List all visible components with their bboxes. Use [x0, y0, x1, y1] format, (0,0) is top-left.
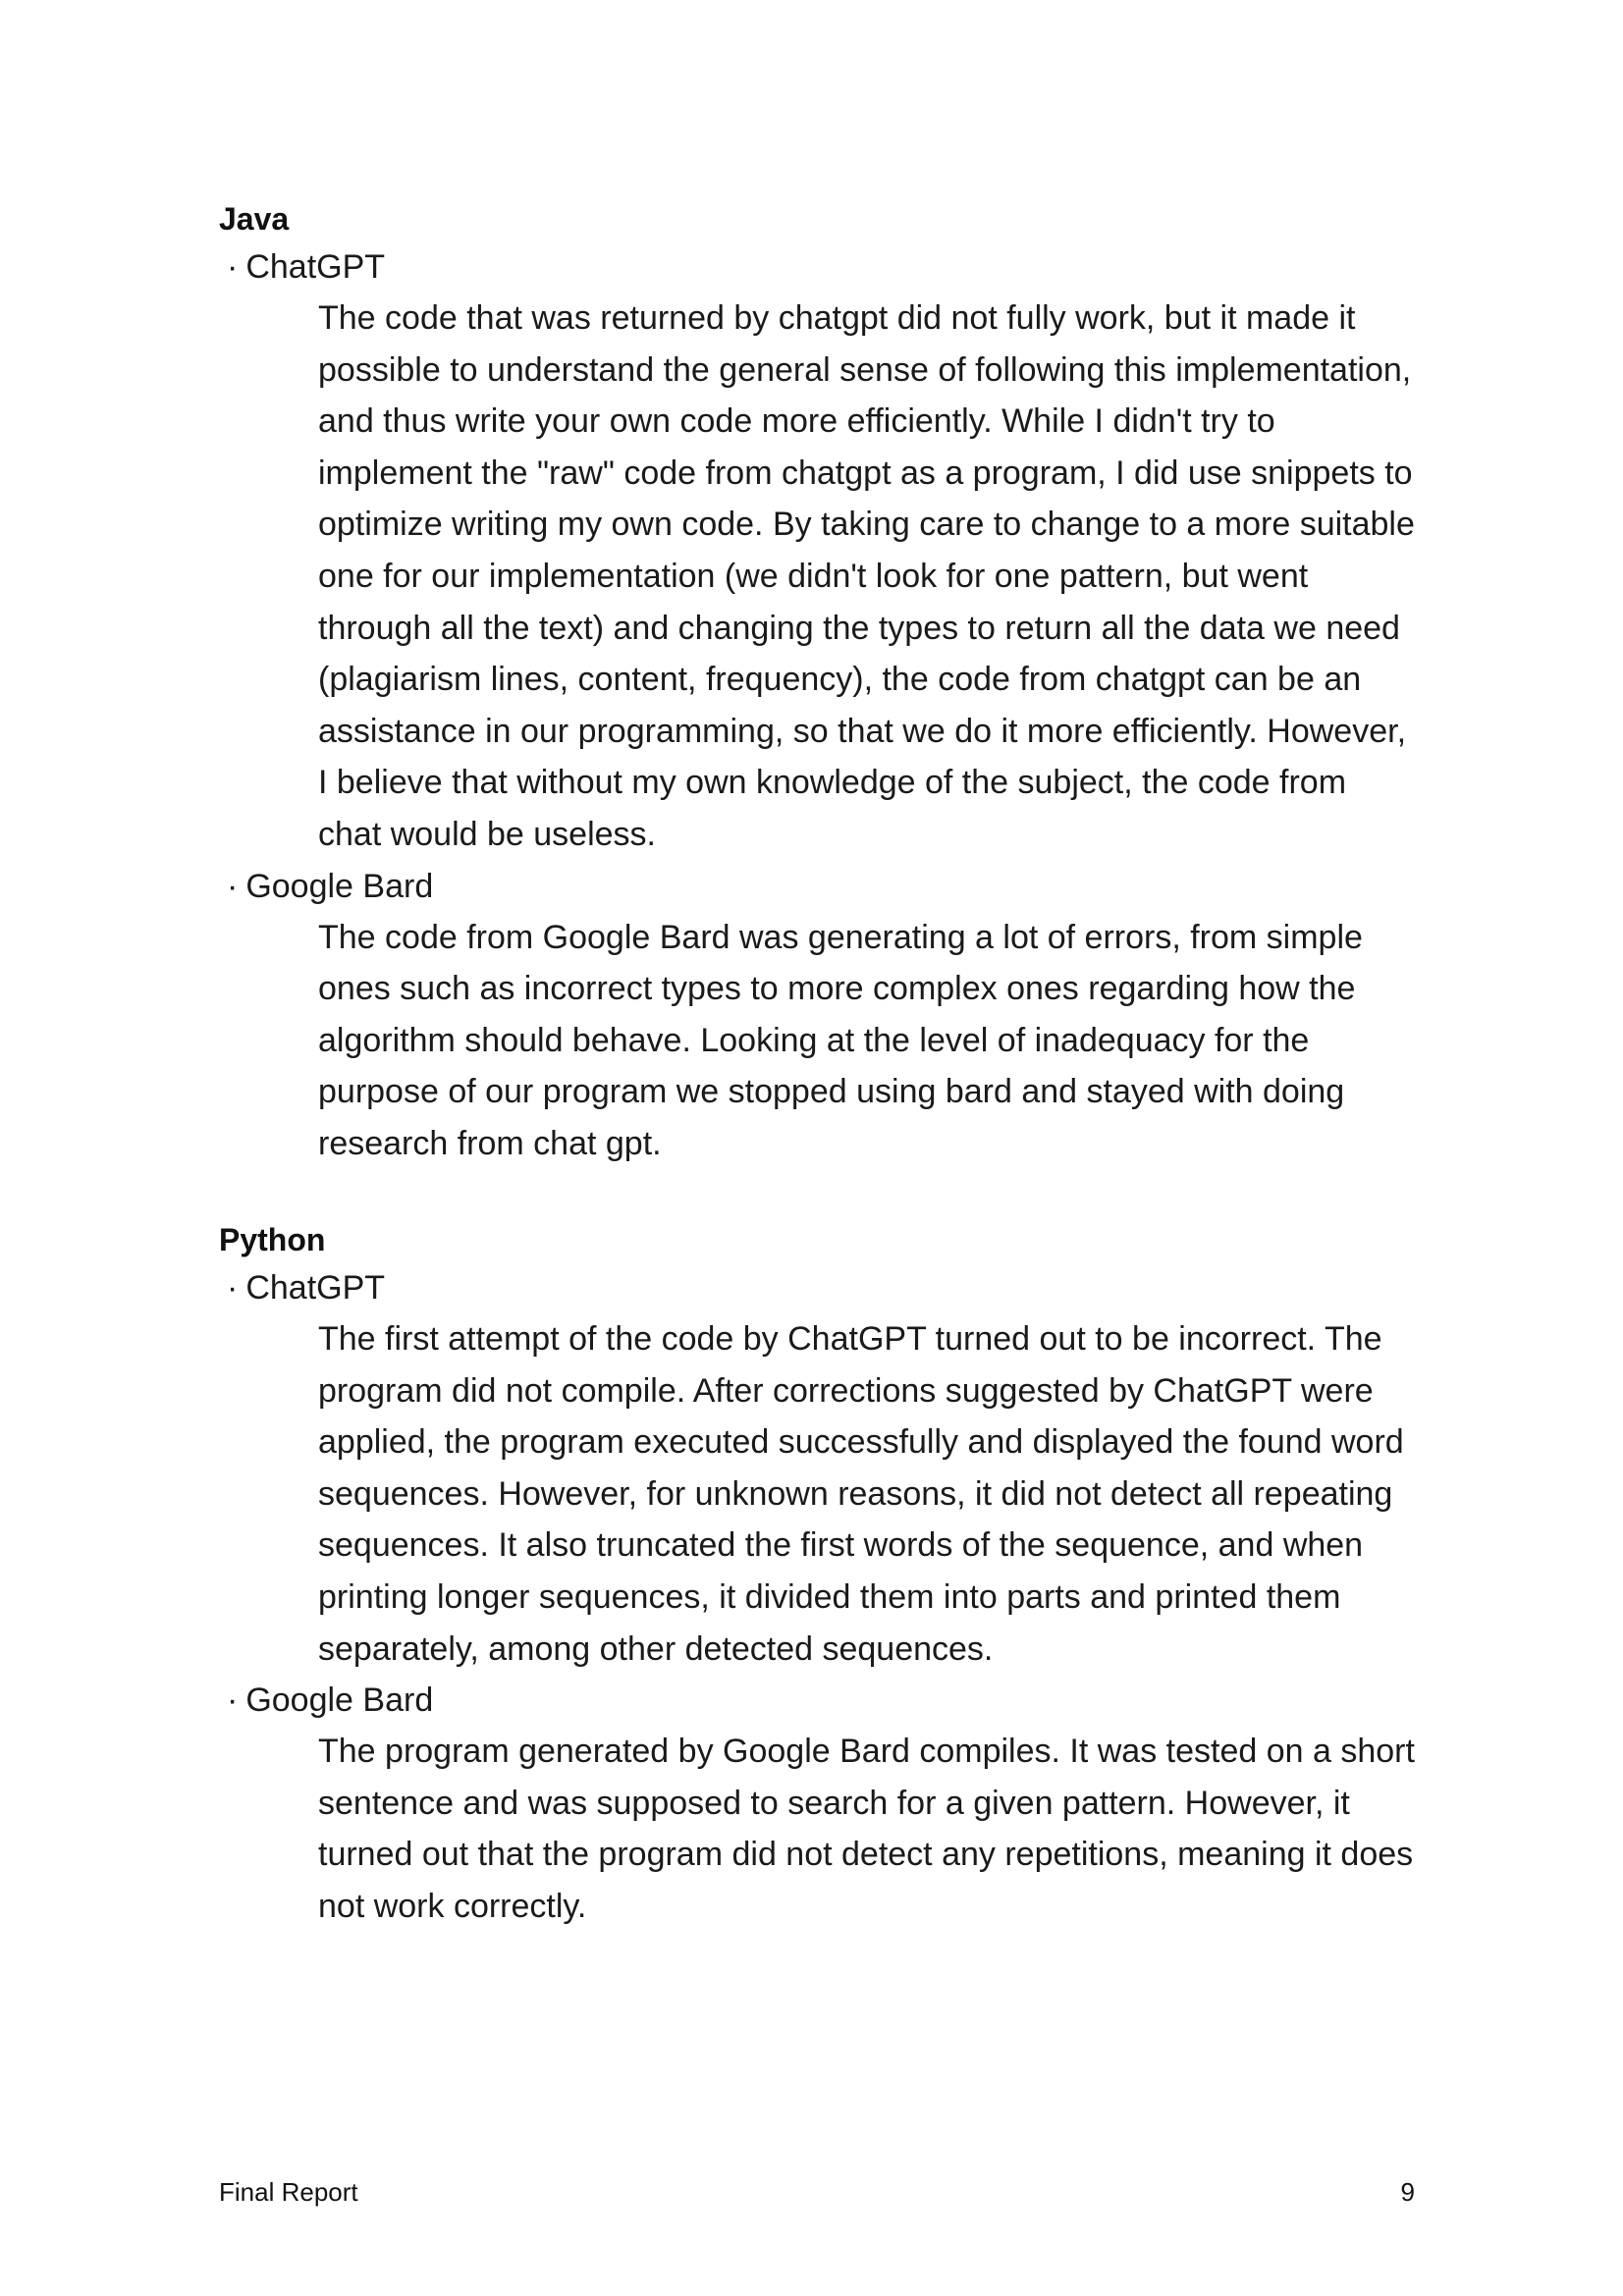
- bullet-icon: ·: [227, 1682, 239, 1720]
- footer-title: Final Report: [219, 2177, 358, 2207]
- entry-label-text: Google Bard: [245, 1682, 434, 1720]
- bullet-icon: ·: [227, 867, 239, 905]
- entry-label-chatgpt: [219, 1262, 1427, 1313]
- section-heading: Python: [219, 1222, 326, 1257]
- entry-body: The code from Google Bard was generating a lot of errors, from simple ones such as incorrect types to more complex ones regarding how the algorithm should behave. Looking at the level of inadequacy for the purpose of our program we stopped using bard and stayed with doing research from chat gpt.: [318, 918, 1363, 1162]
- entry-label-chatgpt: [219, 241, 1427, 293]
- section-heading: Java: [219, 201, 290, 237]
- entry-body: The first attempt of the code by ChatGPT turned out to be incorrect. The program did not compile. After corrections suggested by ChatGPT were applied, the program executed successfully and displayed the found word sequences. However, for unknown reasons, it did not detect all repeating sequences. It also truncated the first words of the sequence, and when printing longer sequences, it divided them into parts and printed them separately, among other detected sequences.: [318, 1320, 1404, 1668]
- entry-body: The program generated by Google Bard compiles. It was tested on a short sentence and was supposed to search for a given pattern. However, it turned out that the program did not detect any repetitions, meaning it does not work correctly.: [318, 1733, 1415, 1925]
- section-java: [219, 199, 1427, 1170]
- page-number: 9: [1400, 2177, 1415, 2207]
- entry-label-text: Google Bard: [245, 867, 434, 905]
- entry-label-text: ChatGPT: [245, 248, 386, 286]
- entry-label-google-bard: [219, 861, 1427, 912]
- entry-label-text: ChatGPT: [245, 1269, 386, 1307]
- entry-body: The code that was returned by chatgpt did not fully work, but it made it possible to understand the general sense of following this implementation, and thus write your own code more efficiently. While I didn't try to implement the "raw" code from chatgpt as a program, I did use snippets to optimize writing my own code. By taking care to change to a more suitable one for our implementation (we didn't look for one pattern, but went through all the text) and changing the types to return all the data we need (plagiarism lines, content, frequency), the code from chatgpt can be an assistance in our programming, so that we do it more efficiently. However, I believe that without my own knowledge of the subject, the code from chat would be useless.: [318, 299, 1415, 853]
- section-python: [219, 1220, 1427, 1933]
- bullet-icon: ·: [227, 1269, 239, 1307]
- entry-label-google-bard: [219, 1675, 1427, 1726]
- bullet-icon: ·: [227, 248, 239, 286]
